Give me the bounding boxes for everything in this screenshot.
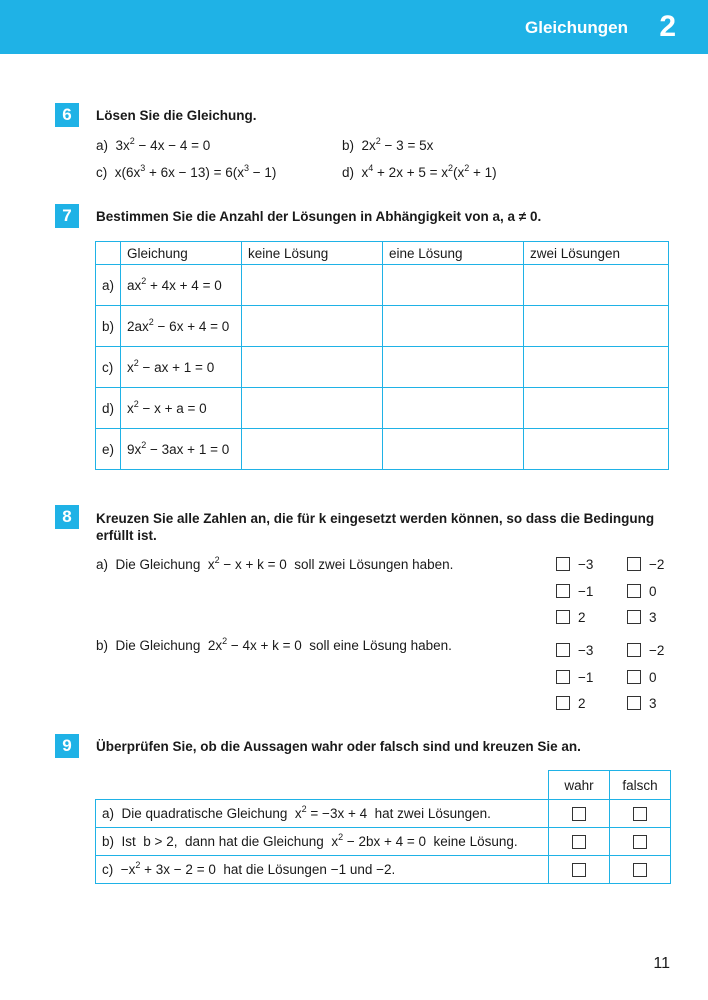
table-row	[96, 306, 669, 347]
task-7-table	[95, 241, 669, 470]
option-label: −1	[578, 584, 594, 599]
cell-true	[549, 800, 610, 828]
col-header-two-solutions: zwei Lösungen	[524, 242, 669, 265]
task-7-number: 7	[55, 204, 79, 228]
option-label: 3	[649, 610, 657, 625]
answer-cell[interactable]	[524, 265, 669, 306]
col-header-false: falsch	[610, 771, 671, 800]
answer-cell[interactable]	[383, 429, 524, 470]
answer-cell[interactable]	[242, 388, 383, 429]
equation-cell: $2ax^2 - 6x + 4 = 0$	[121, 306, 242, 347]
option-label: 0	[649, 584, 657, 599]
checkbox-8a-three[interactable]	[627, 610, 641, 624]
table-header-row	[96, 242, 669, 265]
task-8a-statement: a) Die Gleichung $x^2 - x + k = 0$ soll zwei Lösungen haben.	[96, 555, 454, 572]
checkbox-9c-true[interactable]	[572, 863, 586, 877]
task-6b-equation: b) $2x^2 - 3 = 5x$	[342, 136, 434, 153]
chapter-title: Gleichungen	[525, 18, 628, 37]
table-row	[96, 856, 671, 884]
task-8-title-line2: erfüllt ist.	[96, 528, 157, 543]
col-header-no-solution: keine Lösung	[242, 242, 383, 265]
checkbox-8b-two[interactable]	[556, 696, 570, 710]
row-label: e)	[96, 429, 121, 470]
task-8-number: 8	[55, 505, 79, 529]
checkbox-9a-true[interactable]	[572, 807, 586, 821]
option-label: 2	[578, 610, 586, 625]
task-7-title: Bestimmen Sie die Anzahl der Lösungen in Abhängigkeit von a, a ≠ 0.	[96, 209, 542, 224]
chapter-number: 2	[659, 10, 676, 43]
answer-cell[interactable]	[242, 429, 383, 470]
table-header-row	[96, 771, 671, 800]
empty-header-cell	[96, 771, 549, 800]
row-label: d)	[96, 388, 121, 429]
statement-9b: b) Ist b > 2, dann hat die Gleichung $x^2 - 2bx + 4 = 0$ keine Lösung.	[96, 828, 549, 856]
option-label: −2	[649, 643, 665, 658]
option-label: 3	[649, 696, 657, 711]
table-row	[96, 388, 669, 429]
checkbox-8a-two[interactable]	[556, 610, 570, 624]
option-label: 2	[578, 696, 586, 711]
answer-cell[interactable]	[383, 388, 524, 429]
option-label: −2	[649, 557, 665, 572]
option-label: −1	[578, 670, 594, 685]
statement-9c: $c) -x^2 + 3x - 2 = 0$ hat die Lösungen −1 und −2.	[96, 856, 549, 884]
answer-cell[interactable]	[383, 265, 524, 306]
cell-false	[610, 828, 671, 856]
equation-cell: $x^2 - x + a = 0$	[121, 388, 242, 429]
page-number: 11	[653, 955, 670, 972]
row-label: b)	[96, 306, 121, 347]
row-label: c)	[96, 347, 121, 388]
checkbox-8b-minus2[interactable]	[627, 643, 641, 657]
task-8-title-line1: Kreuzen Sie alle Zahlen an, die für k eingesetzt werden können, so dass die Bedingung	[96, 511, 655, 526]
option-label: 0	[649, 670, 657, 685]
checkbox-8a-minus3[interactable]	[556, 557, 570, 571]
checkbox-8a-minus1[interactable]	[556, 584, 570, 598]
cell-true	[549, 856, 610, 884]
cell-false	[610, 856, 671, 884]
col-header-true: wahr	[549, 771, 610, 800]
task-6a-equation: a) $3x^2 - 4x - 4 = 0$	[96, 136, 211, 153]
checkbox-8a-zero[interactable]	[627, 584, 641, 598]
col-header-equation: Gleichung	[121, 242, 242, 265]
task-6-title: Lösen Sie die Gleichung.	[96, 108, 257, 123]
corner-cell	[96, 242, 121, 265]
answer-cell[interactable]	[242, 347, 383, 388]
chapter-header-bar	[0, 0, 708, 54]
equation-cell: $ax^2 + 4x + 4 = 0$	[121, 265, 242, 306]
task-9-number: 9	[55, 734, 79, 758]
option-label: −3	[578, 557, 594, 572]
checkbox-8b-three[interactable]	[627, 696, 641, 710]
task-6-number: 6	[55, 103, 79, 127]
answer-cell[interactable]	[524, 429, 669, 470]
equation-cell: $9x^2 - 3ax + 1 = 0$	[121, 429, 242, 470]
col-header-one-solution: eine Lösung	[383, 242, 524, 265]
statement-9a: a) Die quadratische Gleichung $x^2 = -3x + 4$ hat zwei Lösungen.	[96, 800, 549, 828]
task-8b-statement: b) Die Gleichung $2x^2 - 4x + k = 0$ soll eine Lösung haben.	[96, 636, 452, 653]
checkbox-9b-true[interactable]	[572, 835, 586, 849]
row-label: a)	[96, 265, 121, 306]
answer-cell[interactable]	[524, 388, 669, 429]
table-row	[96, 347, 669, 388]
option-label: −3	[578, 643, 594, 658]
cell-false	[610, 800, 671, 828]
table-row	[96, 265, 669, 306]
checkbox-9a-false[interactable]	[633, 807, 647, 821]
answer-cell[interactable]	[383, 306, 524, 347]
checkbox-8b-minus3[interactable]	[556, 643, 570, 657]
answer-cell[interactable]	[242, 306, 383, 347]
equation-cell: $x^2$ − ax + 1 = 0	[121, 347, 242, 388]
answer-cell[interactable]	[242, 265, 383, 306]
checkbox-9b-false[interactable]	[633, 835, 647, 849]
answer-cell[interactable]	[524, 306, 669, 347]
checkbox-8b-zero[interactable]	[627, 670, 641, 684]
checkbox-8b-minus1[interactable]	[556, 670, 570, 684]
task-9-title: Überprüfen Sie, ob die Aussagen wahr oder falsch sind und kreuzen Sie an.	[96, 739, 581, 754]
task-9-table	[95, 770, 671, 884]
cell-true	[549, 828, 610, 856]
table-row	[96, 429, 669, 470]
answer-cell[interactable]	[383, 347, 524, 388]
answer-cell[interactable]	[524, 347, 669, 388]
task-6c-equation: c) $x(6x^3 + 6x - 13) = 6(x^3 - 1)$	[96, 163, 277, 180]
checkbox-9c-false[interactable]	[633, 863, 647, 877]
table-row	[96, 800, 671, 828]
table-row	[96, 828, 671, 856]
checkbox-8a-minus2[interactable]	[627, 557, 641, 571]
task-6d-equation: d) $x^4 + 2x + 5 = x^2(x^2 + 1)$	[342, 163, 497, 180]
